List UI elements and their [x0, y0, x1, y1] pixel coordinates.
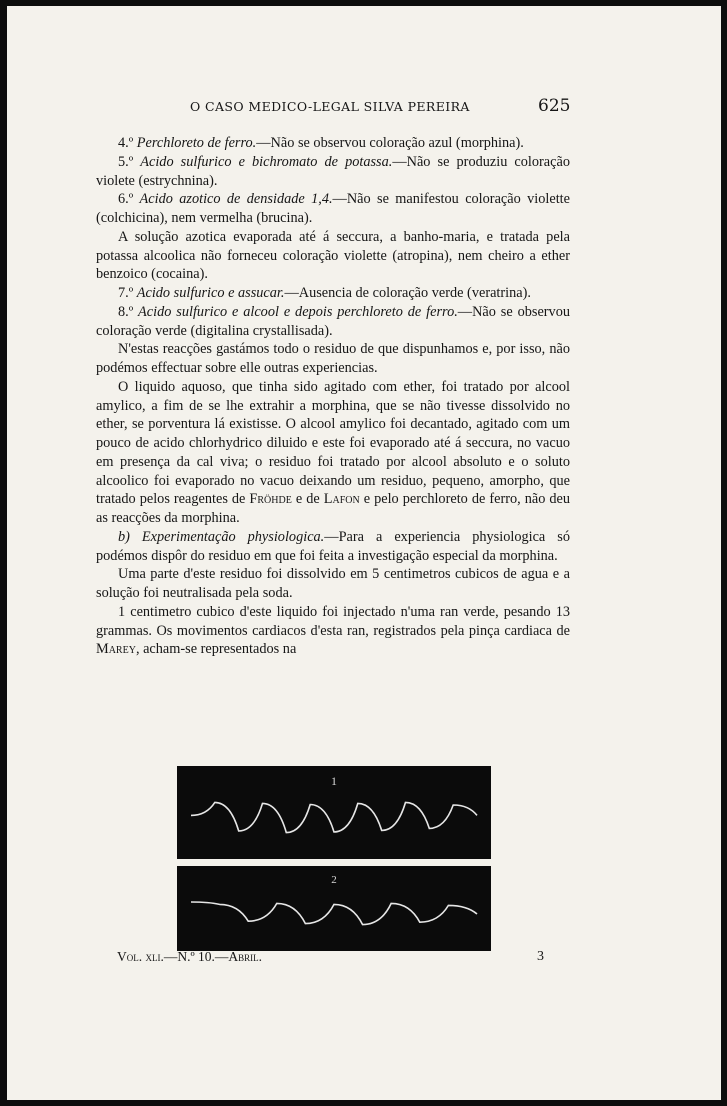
paragraph-text: —Para a experiencia physiologica só podémos dispôr do residuo em que foi feita a investigação especial da morphina.	[96, 528, 571, 564]
reaction-result: —Não se manifestou coloração violette (colchicina), nem vermelha (brucina).	[96, 191, 570, 226]
cardiac-trace-line	[191, 802, 477, 832]
footer	[117, 949, 567, 969]
author-name: Marey	[96, 641, 136, 658]
reaction-number: 7.º	[118, 285, 137, 301]
paragraph-reaction-8	[96, 303, 570, 341]
cardiac-trace-line	[191, 902, 477, 925]
author-name: Fröhde	[249, 491, 292, 508]
cardiac-trace-svg-1	[177, 766, 491, 859]
paragraph-reaction-7	[96, 284, 570, 303]
footer-volume: Vol. xli.—N.º 10.—Abril.	[117, 949, 263, 964]
paragraph-text: 1 centimetro cubico d'este liquido foi injectado n'uma ran verde, pesando 13 grammas. Os movimentos cardiacos d'esta ran, registrados pela pinça cardiaca de	[96, 603, 570, 639]
reaction-result: —Ausencia de coloração verde (veratrina).	[284, 285, 531, 301]
reaction-result: —Não se produziu coloração violete (estrychnina).	[96, 153, 570, 189]
paragraph-amyl-alcohol	[96, 378, 570, 528]
paragraph-solution: Uma parte d'este residuo foi dissolvido em 5 centimetros cubicos de agua e a solução foi neutralisada pela soda.	[96, 566, 570, 601]
page-number: 625	[538, 96, 571, 116]
cardiac-trace-figure-2	[177, 866, 491, 951]
section-label: b)	[118, 528, 142, 545]
paragraph-text: O liquido aquoso, que tinha sido agitado com ether, foi tratado por alcool amylico, a fim de se lhe extrahir a morphina, que se não tivesse dissolvido no ether, se porventura lá existisse. O alcool amylico foi decantado, agitado com um pouco de acido chlorhydrico diluido e este foi evaporado até á seccura, no vacuo em presença da cal viva; o residuo foi tratado por alcool absoluto e o soluto alcoolico foi evaporado no vacuo deixando um residuo, pequeno, amorpho, que tratado pelos reagentes de	[96, 378, 570, 508]
cardiac-trace-figure-1	[177, 766, 491, 859]
reagent-name: Acido sulfurico e assucar.	[136, 285, 285, 301]
paragraph-reaction-4	[96, 134, 570, 153]
reaction-result: —Não se observou coloração azul (morphina).	[256, 135, 524, 151]
body-text	[96, 134, 570, 659]
author-name: Lafon	[323, 491, 360, 508]
paragraph-reaction-5	[96, 153, 570, 191]
paragraph-residue-spent: N'estas reacções gastámos todo o residuo de que dispunhamos e, por isso, não podémos effectuar sobre elle outras experiencias.	[96, 341, 570, 376]
figure-label: 1	[331, 774, 337, 788]
reaction-number: 4.º	[118, 135, 137, 151]
paragraph-text: e de	[291, 491, 324, 508]
reagent-name: Acido sulfurico e alcool e depois perchloreto de ferro.	[138, 303, 458, 320]
running-title: O CASO MEDICO-LEGAL SILVA PEREIRA	[190, 99, 470, 114]
reagent-name: Acido sulfurico e bichromato de potassa.	[140, 153, 393, 170]
running-header	[7, 96, 721, 121]
reaction-number: 5.º	[118, 153, 141, 170]
paragraph-text: e pelo perchloreto de ferro, não deu as reacções da morphina.	[96, 491, 571, 526]
figure-label: 2	[331, 874, 337, 886]
footer-sheet-number: 3	[537, 949, 544, 964]
paragraph-reaction-6	[96, 190, 570, 228]
paragraph-atropine-cocaine: A solução azotica evaporada até á seccura, a banho-maria, e tratada pela potassa alcoolica não forneceu coloração violette (atropina), nem cheiro a ether benzoico (cocaina).	[96, 228, 570, 283]
section-heading: Experimentação physiologica.	[141, 528, 325, 545]
reaction-number: 6.º	[118, 191, 140, 208]
reagent-name: Acido azotico de densidade 1,4.	[139, 191, 333, 208]
reaction-result: —Não se observou coloração verde (digitalina crystallisada).	[96, 303, 570, 339]
paragraph-injection	[96, 603, 570, 659]
reagent-name: Perchloreto de ferro.	[136, 135, 257, 151]
reaction-number: 8.º	[118, 303, 139, 320]
cardiac-trace-svg-2	[177, 866, 491, 951]
paragraph-physiological	[96, 528, 570, 566]
page	[7, 6, 721, 1100]
paragraph-text: , acham-se representados na	[135, 641, 297, 658]
